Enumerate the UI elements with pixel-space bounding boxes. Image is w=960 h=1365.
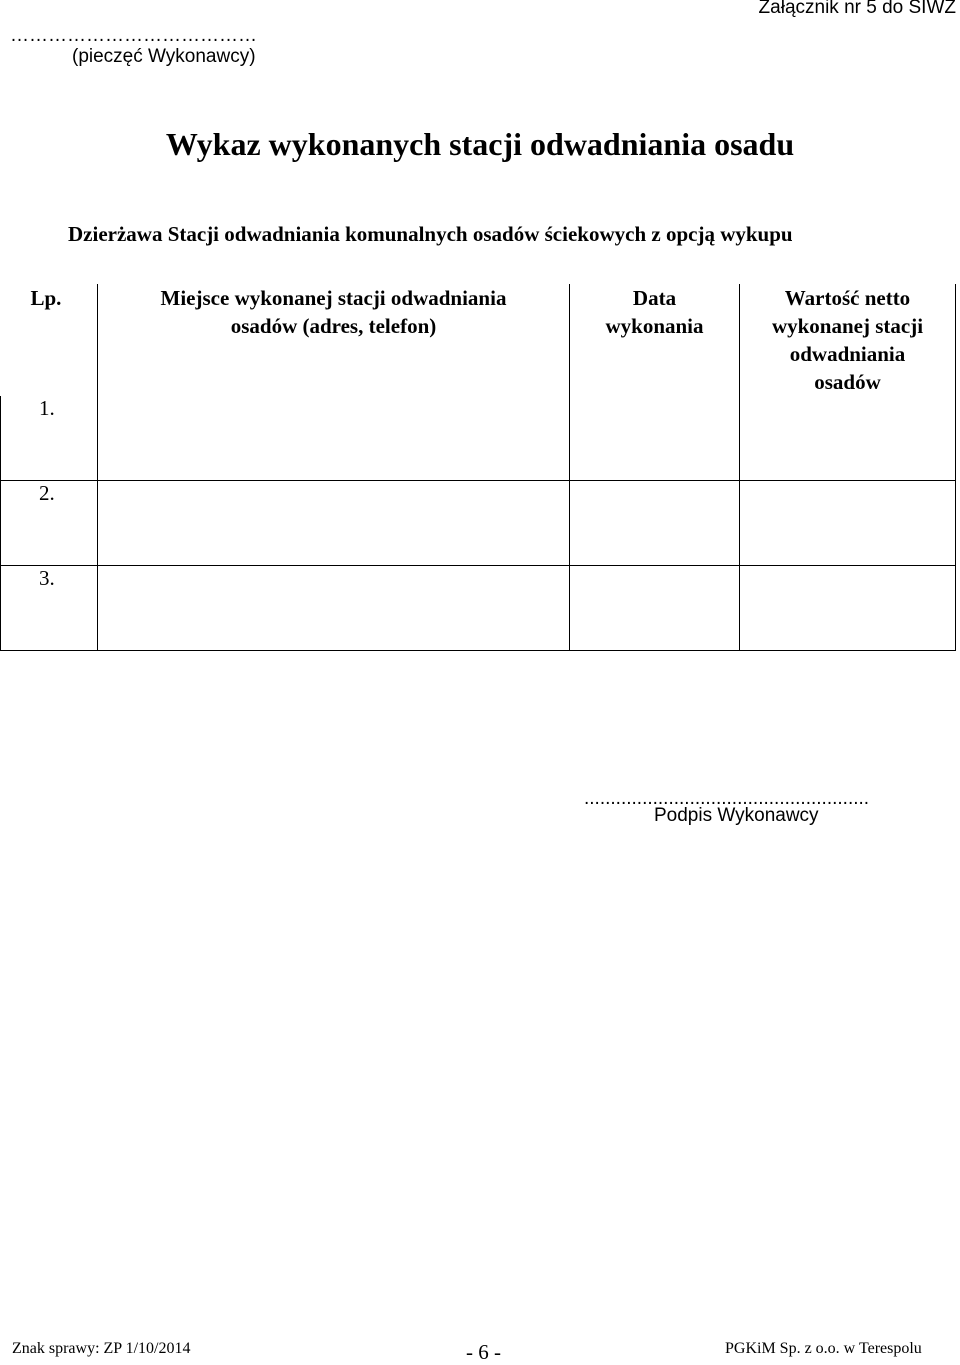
header-date-line2: wykonania xyxy=(605,314,704,338)
row-2-lp xyxy=(1,481,98,566)
header-value-line4: osadów xyxy=(814,370,881,394)
header-value-line3: odwadniania xyxy=(789,342,906,366)
stamp-dots: ………………………………… xyxy=(10,25,257,46)
footer-company: PGKiM Sp. z o.o. w Terespolu xyxy=(725,1340,922,1357)
stamp-label: (pieczęć Wykonawcy) xyxy=(72,46,256,67)
table-header-row xyxy=(1,284,956,396)
signature-dots: ...................................................... xyxy=(584,788,870,809)
header-value-line1: Wartość netto xyxy=(784,286,911,310)
header-value-line2: wykonanej stacji xyxy=(771,314,924,338)
header-place-line2: osadów (adres, telefon) xyxy=(230,314,437,338)
works-table xyxy=(0,284,956,651)
header-date xyxy=(570,284,740,396)
row-3-value[interactable] xyxy=(740,566,956,651)
row-3-place[interactable] xyxy=(98,566,570,651)
header-lp xyxy=(1,284,98,396)
row-number: 2. xyxy=(39,481,55,505)
row-3-lp xyxy=(1,566,98,651)
row-1-lp xyxy=(1,396,98,481)
table-row xyxy=(1,566,956,651)
table-row xyxy=(1,481,956,566)
row-number: 3. xyxy=(39,566,55,590)
row-1-place[interactable] xyxy=(98,396,570,481)
row-2-date[interactable] xyxy=(570,481,740,566)
row-3-date[interactable] xyxy=(570,566,740,651)
header-value xyxy=(740,284,956,396)
footer-case-number: Znak sprawy: ZP 1/10/2014 xyxy=(12,1340,191,1357)
row-1-value[interactable] xyxy=(740,396,956,481)
attachment-label: Załącznik nr 5 do SIWZ xyxy=(758,0,956,18)
header-date-line1: Data xyxy=(632,286,677,310)
row-1-date[interactable] xyxy=(570,396,740,481)
row-number: 1. xyxy=(39,396,55,420)
row-2-value[interactable] xyxy=(740,481,956,566)
header-lp-label: Lp. xyxy=(30,286,62,310)
page-title: Wykaz wykonanych stacji odwadniania osadu xyxy=(165,126,795,162)
page-subtitle: Dzierżawa Stacji odwadniania komunalnych osadów ściekowych z opcją wykupu xyxy=(68,222,793,246)
row-2-place[interactable] xyxy=(98,481,570,566)
header-place-line1: Miejsce wykonanej stacji odwadniania xyxy=(160,286,507,310)
signature-label: Podpis Wykonawcy xyxy=(654,805,819,826)
footer-page-number: - 6 - xyxy=(466,1340,501,1364)
table-row xyxy=(1,396,956,481)
header-place xyxy=(98,284,570,396)
